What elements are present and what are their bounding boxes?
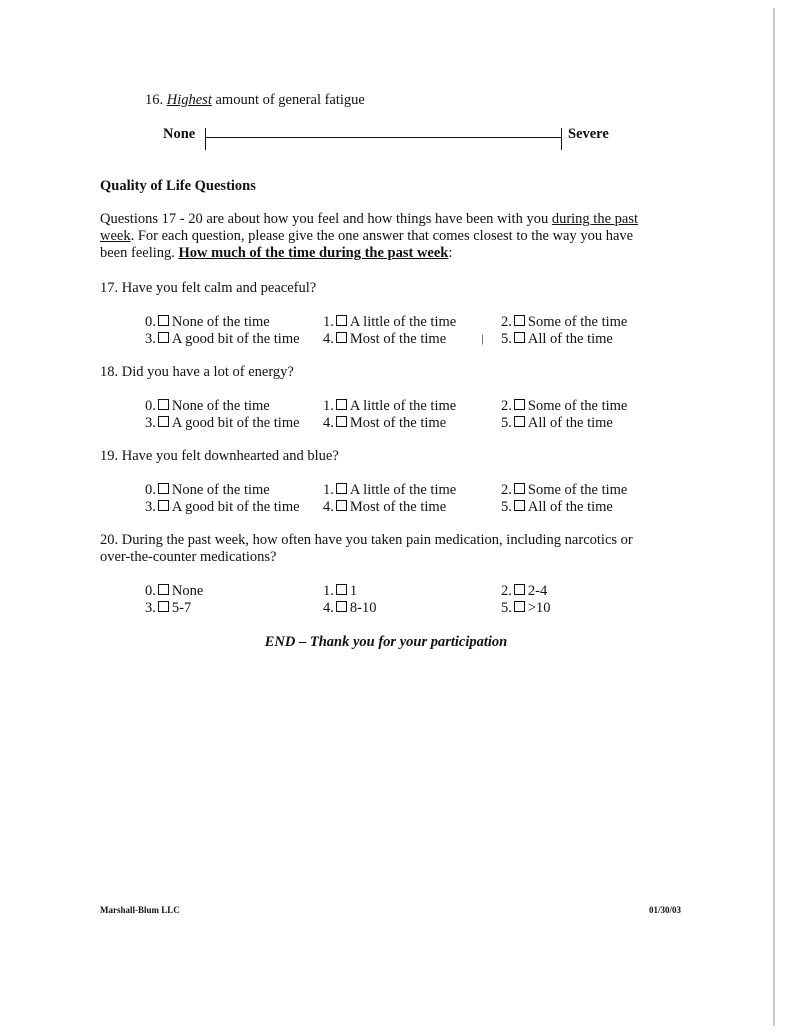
q18-option-0[interactable] [145, 398, 270, 415]
scale-right-tick [561, 128, 562, 150]
option-number: 2. [501, 583, 512, 599]
checkbox-icon[interactable] [514, 601, 525, 612]
option-label: None of the time [171, 482, 270, 498]
q19-option-0[interactable] [145, 482, 270, 499]
option-number: 5. [501, 600, 512, 616]
option-number: 5. [501, 331, 512, 347]
q17-option-0[interactable] [145, 314, 270, 331]
option-number: 4. [323, 600, 334, 616]
option-label: 2-4 [527, 583, 548, 599]
option-label: Most of the time [349, 331, 447, 347]
q18-option-2[interactable] [501, 398, 627, 415]
question-16 [145, 92, 365, 109]
option-number: 5. [501, 415, 512, 431]
question-18: 18. Did you have a lot of energy? [100, 364, 294, 380]
checkbox-icon[interactable] [514, 315, 525, 326]
option-label: All of the time [527, 415, 613, 431]
footer-company: Marshall-Blum LLC [100, 905, 180, 915]
intro-text-2: . For each question, please give the one answer that comes closest to the way you have been feeling. [100, 228, 634, 261]
option-label: None of the time [171, 398, 270, 414]
q16-number: 16. [145, 92, 164, 108]
checkbox-icon[interactable] [336, 332, 347, 343]
intro-underlined: during the past week [100, 211, 639, 244]
option-label: Most of the time [349, 415, 447, 431]
option-number: 4. [323, 415, 334, 431]
q19-option-1[interactable] [323, 482, 456, 499]
option-label: 1 [349, 583, 358, 599]
option-number: 2. [501, 314, 512, 330]
checkbox-icon[interactable] [158, 483, 169, 494]
handwritten-mark: / [478, 332, 488, 349]
q20-option-0[interactable] [145, 583, 203, 600]
end-message: END – Thank you for your participation [264, 634, 508, 650]
option-number: 5. [501, 499, 512, 515]
checkbox-icon[interactable] [336, 416, 347, 427]
q19-option-5[interactable] [501, 499, 613, 516]
checkbox-icon[interactable] [336, 399, 347, 410]
q19-option-4[interactable] [323, 499, 446, 516]
q17-option-1[interactable] [323, 314, 456, 331]
option-label: A good bit of the time [171, 499, 300, 515]
option-label: Some of the time [527, 398, 628, 414]
checkbox-icon[interactable] [158, 416, 169, 427]
option-label: A little of the time [349, 398, 457, 414]
checkbox-icon[interactable] [336, 483, 347, 494]
checkbox-icon[interactable] [336, 601, 347, 612]
checkbox-icon[interactable] [514, 416, 525, 427]
option-label: >10 [527, 600, 551, 616]
option-number: 3. [145, 331, 156, 347]
option-label: A good bit of the time [171, 415, 300, 431]
checkbox-icon[interactable] [514, 584, 525, 595]
scale-low-label: None [163, 126, 196, 142]
q16-text: amount of general fatigue [215, 92, 365, 108]
option-label: None of the time [171, 314, 270, 330]
option-number: 0. [145, 314, 156, 330]
checkbox-icon[interactable] [336, 584, 347, 595]
q19-option-3[interactable] [145, 499, 300, 516]
q18-option-1[interactable] [323, 398, 456, 415]
footer-date: 01/30/03 [649, 905, 682, 915]
q20-option-3[interactable] [145, 600, 191, 617]
checkbox-icon[interactable] [514, 332, 525, 343]
scale-high-label: Severe [568, 126, 609, 142]
option-label: None [171, 583, 204, 599]
q19-option-2[interactable] [501, 482, 627, 499]
option-number: 0. [145, 482, 156, 498]
q17-option-3[interactable] [145, 331, 300, 348]
option-label: All of the time [527, 331, 613, 347]
option-label: Some of the time [527, 482, 628, 498]
option-number: 2. [501, 398, 512, 414]
checkbox-icon[interactable] [158, 399, 169, 410]
q17-option-2[interactable] [501, 314, 627, 331]
option-number: 3. [145, 499, 156, 515]
fatigue-scale[interactable] [163, 126, 623, 152]
option-number: 1. [323, 482, 334, 498]
checkbox-icon[interactable] [158, 332, 169, 343]
option-label: A little of the time [349, 314, 457, 330]
scale-line[interactable] [205, 137, 561, 138]
option-number: 4. [323, 499, 334, 515]
option-label: Some of the time [527, 314, 628, 330]
checkbox-icon[interactable] [158, 601, 169, 612]
option-number: 4. [323, 331, 334, 347]
intro-end: : [448, 245, 453, 261]
option-label: 5-7 [171, 600, 192, 616]
checkbox-icon[interactable] [336, 500, 347, 511]
question-20: 20. During the past week, how often have you taken pain medication, including narcotics or over-the-counter medications? [100, 532, 633, 565]
question-17: 17. Have you felt calm and peaceful? [100, 280, 317, 296]
option-label: A good bit of the time [171, 331, 300, 347]
option-number: 3. [145, 415, 156, 431]
q20-option-4[interactable] [323, 600, 376, 617]
checkbox-icon[interactable] [514, 500, 525, 511]
scale-left-tick [205, 128, 206, 150]
q17-option-5[interactable] [501, 331, 613, 348]
q17-option-4[interactable] [323, 331, 446, 348]
option-label: A little of the time [349, 482, 457, 498]
checkbox-icon[interactable] [514, 483, 525, 494]
section-title: Quality of Life Questions [100, 178, 256, 194]
q16-emphasis: Highest [166, 92, 212, 108]
option-number: 0. [145, 583, 156, 599]
q20-option-5[interactable] [501, 600, 551, 617]
option-number: 0. [145, 398, 156, 414]
q20-option-2[interactable] [501, 583, 547, 600]
checkbox-icon[interactable] [158, 584, 169, 595]
checkbox-icon[interactable] [158, 315, 169, 326]
intro-bold-underlined: How much of the time during the past week [178, 245, 449, 261]
q18-option-4[interactable] [323, 415, 446, 432]
intro-text-1: Questions 17 - 20 are about how you feel and how things have been with you [100, 211, 552, 227]
q20-option-1[interactable] [323, 583, 357, 600]
option-number: 1. [323, 583, 334, 599]
q18-option-5[interactable] [501, 415, 613, 432]
checkbox-icon[interactable] [514, 399, 525, 410]
page-edge [773, 8, 775, 1026]
checkbox-icon[interactable] [336, 315, 347, 326]
option-number: 3. [145, 600, 156, 616]
option-number: 1. [323, 314, 334, 330]
option-number: 2. [501, 482, 512, 498]
option-label: 8-10 [349, 600, 377, 616]
checkbox-icon[interactable] [158, 500, 169, 511]
q18-option-3[interactable] [145, 415, 300, 432]
question-19: 19. Have you felt downhearted and blue? [100, 448, 339, 464]
option-label: Most of the time [349, 499, 447, 515]
option-label: All of the time [527, 499, 613, 515]
option-number: 1. [323, 398, 334, 414]
intro-paragraph [100, 211, 660, 262]
